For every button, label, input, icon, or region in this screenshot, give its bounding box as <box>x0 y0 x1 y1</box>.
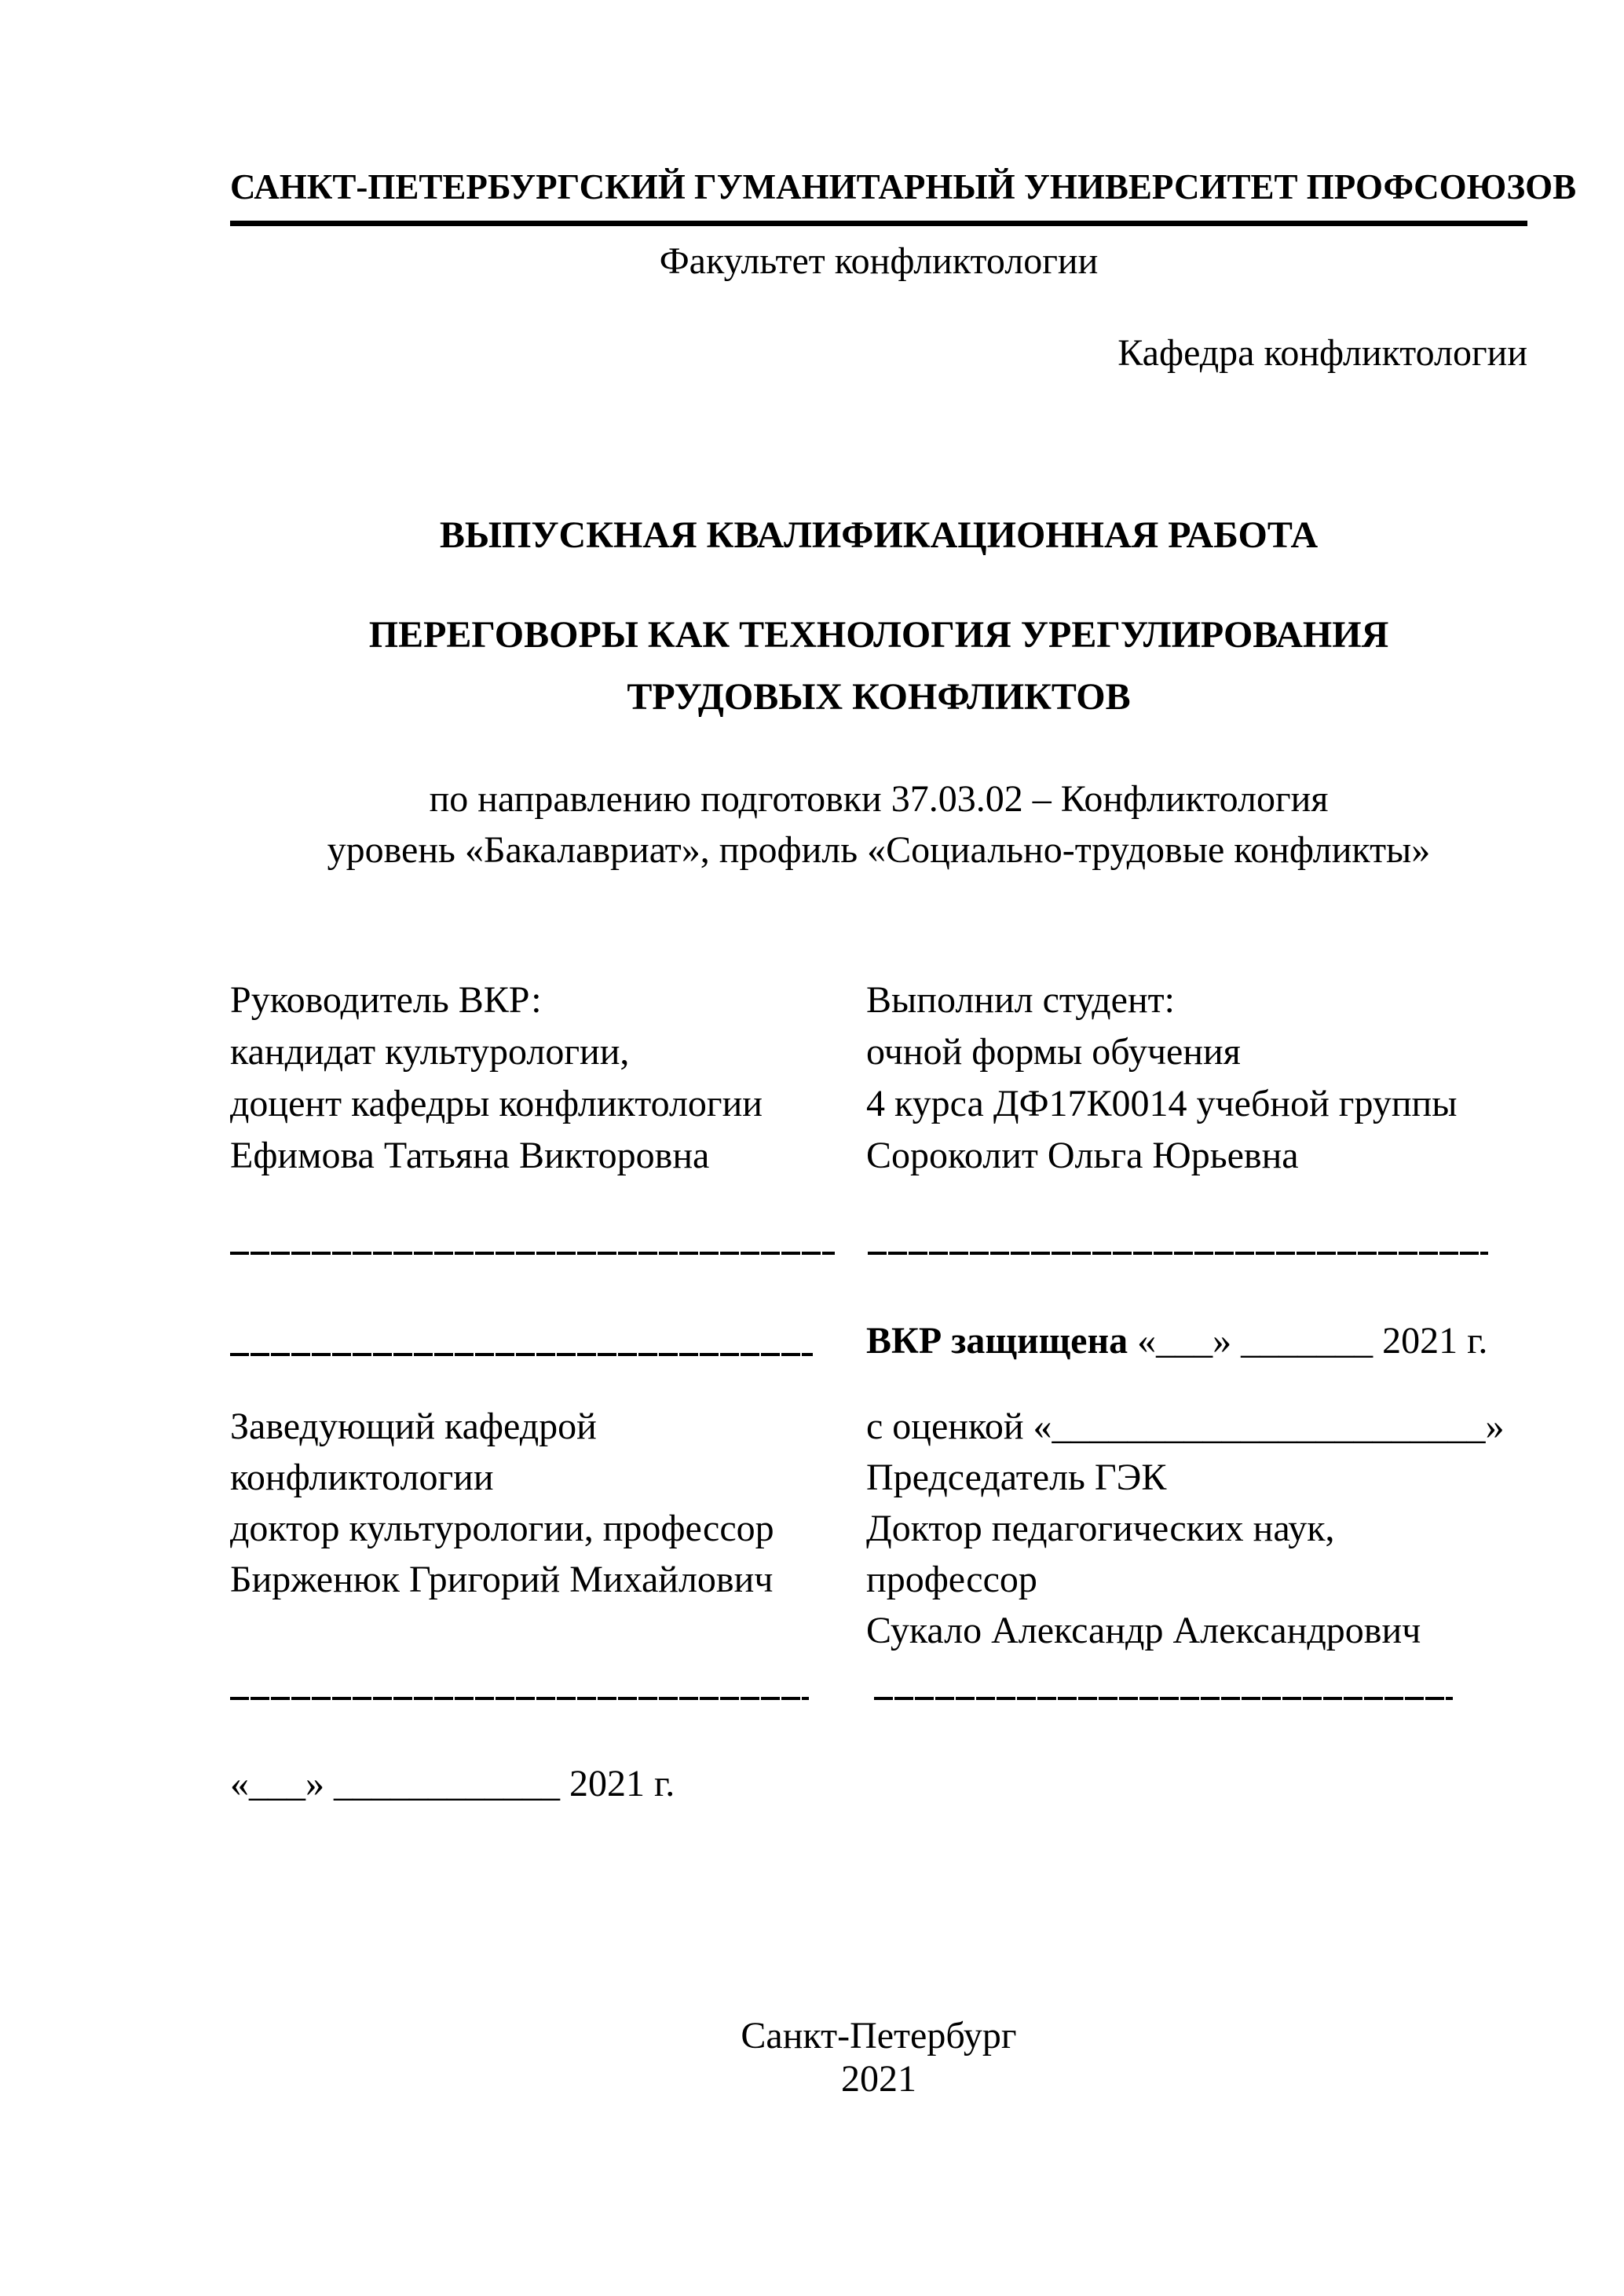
defended-label: ВКР защищена <box>866 1320 1128 1362</box>
footer-city: Санкт-Петербург <box>741 2015 1017 2057</box>
grade-blank-line: с оценкой «_______________________» <box>866 1406 1505 1447</box>
footer-year: 2021 <box>841 2058 916 2100</box>
supervisor-heading: Руководитель ВКР: <box>230 979 542 1021</box>
department-name: Кафедра конфликтологии <box>1117 332 1527 374</box>
head-signature-line-2 <box>230 1697 809 1700</box>
faculty-name: Факультет конфликтологии <box>659 240 1099 282</box>
header-rule <box>230 221 1527 226</box>
supervisor-position: доцент кафедры конфликтологии <box>230 1083 763 1124</box>
student-block <box>866 974 1543 1182</box>
supervisor-block <box>230 974 866 1182</box>
defense-committee-block <box>866 1401 1543 1656</box>
head-position-line1: Заведующий кафедрой <box>230 1406 597 1447</box>
chair-title: Председатель ГЭК <box>866 1457 1167 1498</box>
thesis-title-line1: ПЕРЕГОВОРЫ КАК ТЕХНОЛОГИЯ УРЕГУЛИРОВАНИЯ <box>368 614 1389 656</box>
level-profile-line: уровень «Бакалавриат», профиль «Социально-трудовые конфликты» <box>327 829 1431 871</box>
department-head-block <box>230 1401 866 1605</box>
thesis-title-line2: ТРУДОВЫХ КОНФЛИКТОВ <box>627 676 1131 718</box>
head-signature-line <box>230 1353 813 1356</box>
head-position-line2: конфликтологии <box>230 1457 494 1498</box>
chair-degree: Доктор педагогических наук, <box>866 1508 1335 1549</box>
student-group: 4 курса ДФ17К0014 учебной группы <box>866 1083 1458 1124</box>
chair-rank: профессор <box>866 1559 1037 1600</box>
defended-date-blank: «___» _______ 2021 г. <box>1128 1320 1488 1362</box>
supervisor-signature-line <box>230 1252 835 1255</box>
chair-signature-line <box>874 1697 1453 1700</box>
supervisor-name: Ефимова Татьяна Викторовна <box>230 1135 710 1176</box>
student-form: очной формы обучения <box>866 1031 1241 1073</box>
head-name: Бирженюк Григорий Михайлович <box>230 1559 774 1600</box>
program-line: по направлению подготовки 37.03.02 – Конфликтология <box>429 778 1329 820</box>
footer-block <box>230 2014 1527 2100</box>
work-type-heading: ВЫПУСКНАЯ КВАЛИФИКАЦИОННАЯ РАБОТА <box>439 514 1319 556</box>
student-name: Сороколит Ольга Юрьевна <box>866 1135 1299 1176</box>
student-heading: Выполнил студент: <box>866 979 1175 1021</box>
supervisor-degree: кандидат культурологии, <box>230 1031 630 1073</box>
defended-line <box>866 1315 1543 1367</box>
chair-name: Сукало Александр Александрович <box>866 1610 1421 1651</box>
student-signature-line <box>868 1252 1488 1255</box>
head-degree: доктор культурологии, профессор <box>230 1508 774 1549</box>
head-date-blank: «___» ____________ 2021 г. <box>230 1763 675 1804</box>
university-name: САНКТ-ПЕТЕРБУРГСКИЙ ГУМАНИТАРНЫЙ УНИВЕРСИТЕТ ПРОФСОЮЗОВ <box>230 167 1577 207</box>
